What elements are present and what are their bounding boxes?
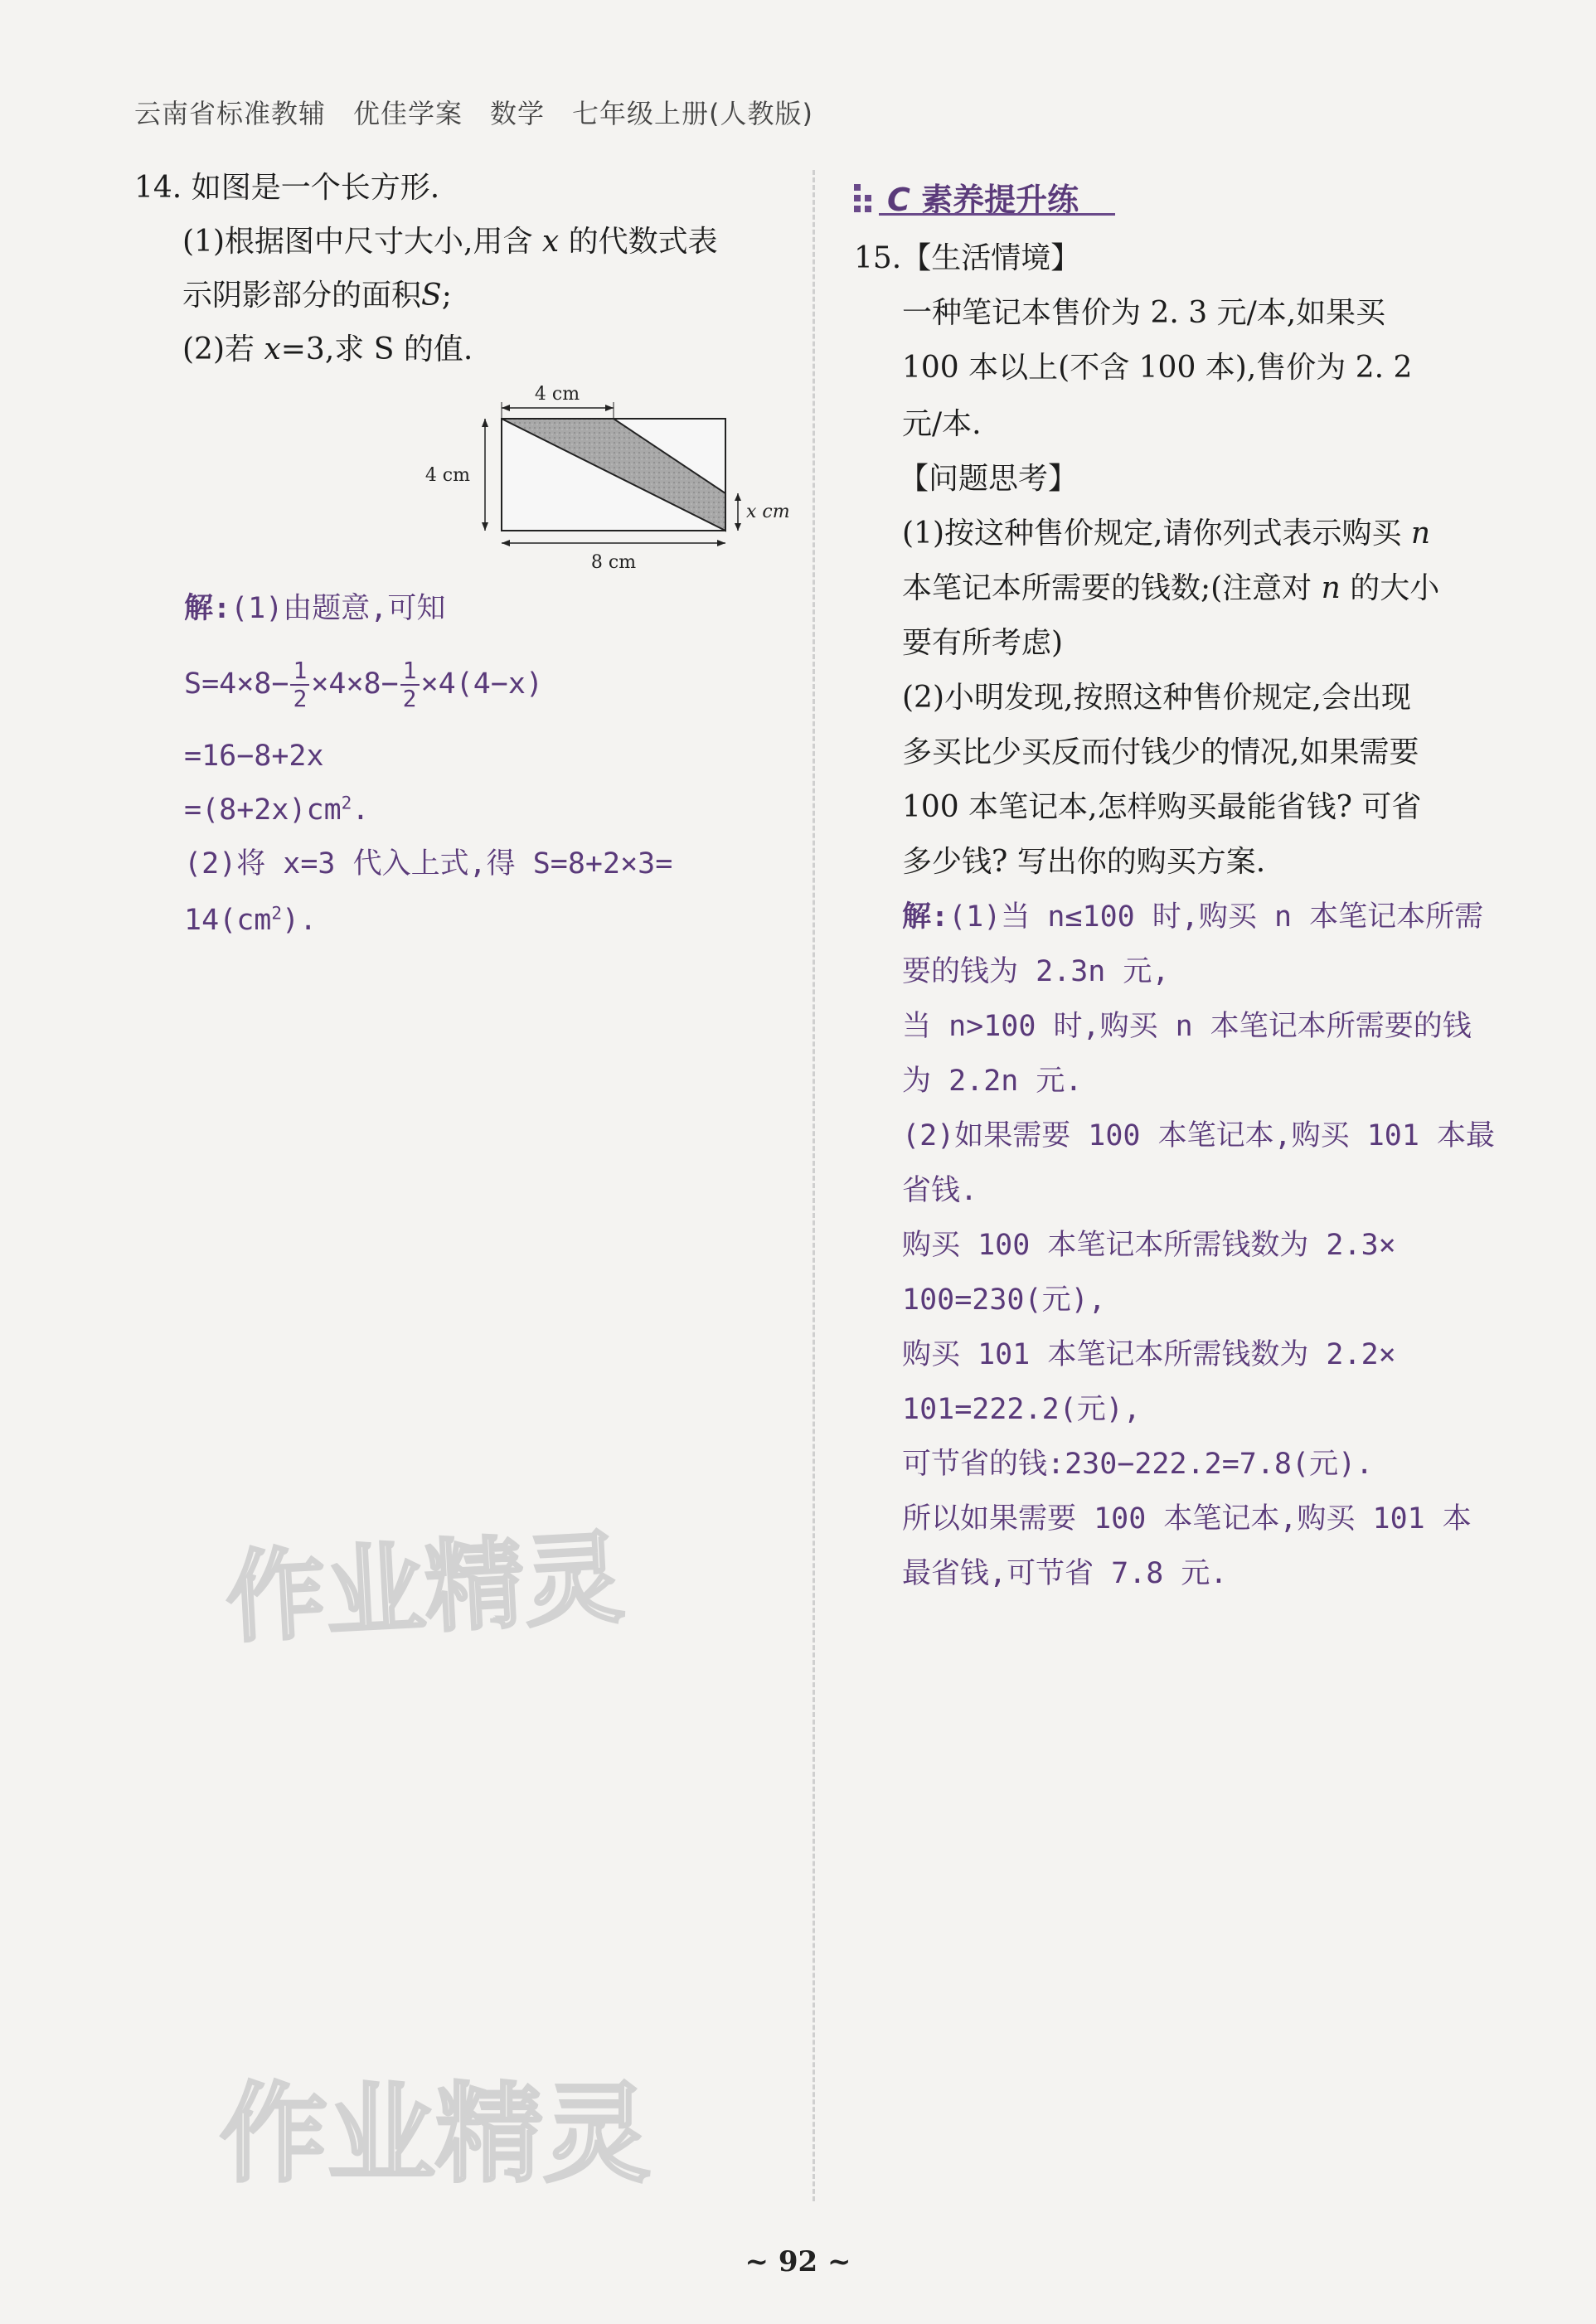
q14-solution-eq2: =16−8+2x [184,740,324,773]
watermark: 作业精灵 [220,2071,652,2197]
rectangle-figure [419,381,800,580]
q15-solution-4: 为 2.2n 元. [902,1065,1083,1098]
q15-line1: 一种笔记本售价为 2. 3 元/本,如果买 [902,296,1386,330]
q15-line8: 多买比少买反而付钱少的情况,如果需要 [902,735,1419,769]
q14-part2: (2)若 x=3,求 S 的值. [182,332,473,366]
fraction-half: $\frac{1}{2}$ [400,659,420,711]
q15-line7: (2)小明发现,按照这种售价规定,会出现 [902,681,1411,715]
section-dots-icon [854,184,879,212]
q15-solution-11: 可节省的钱:230−222.2=7.8(元). [902,1448,1374,1481]
q15-line3: 元/本. [902,407,982,441]
column-divider [813,170,815,2201]
q15-solution-8: 100=230(元), [902,1283,1106,1317]
section-title: 素养提升练 [921,182,1079,218]
q15-solution-2: 要的钱为 2.3n 元, [902,955,1170,988]
q15-solution-3: 当 n>100 时,购买 n 本笔记本所需要的钱 [902,1010,1472,1043]
fraction-half: $\frac{1}{2}$ [290,659,309,711]
q14-part1-line1: (1)根据图中尺寸大小,用含 x 的代数式表 [182,225,718,259]
q15-solution-9: 购买 101 本笔记本所需钱数为 2.2× [902,1338,1396,1371]
q15-solution-10: 101=222.2(元), [902,1393,1141,1426]
q14-solution-eq3: $=(8+2x)cm^2$. [184,793,370,827]
q15-solution-7: 购买 100 本笔记本所需钱数为 2.3× [902,1229,1396,1262]
q14-solution-part2-line2: $14(cm^2)$. [184,903,318,937]
q15-line2: 100 本以上(不含 100 本),售价为 2. 2 [902,351,1413,385]
section-header [854,174,1115,216]
bottom-dimension-label: 8 cm [590,552,637,573]
top-dimension-label: 4 cm [534,384,580,405]
section-letter: C [887,182,910,218]
q15-line9: 100 本笔记本,怎样购买最能省钱? 可省 [902,790,1422,824]
q14-part1-line2: 示阴影部分的面积S; [182,279,452,313]
q15-solution-6: 省钱. [902,1174,978,1207]
q15-solution-12: 所以如果需要 100 本笔记本,购买 101 本 [902,1502,1472,1536]
q15-solution-5: (2)如果需要 100 本笔记本,购买 101 本最 [902,1119,1496,1152]
q15-line4: (1)按这种售价规定,请你列式表示购买 n [902,517,1431,551]
q14-title: 14. 如图是一个长方形. [134,171,440,205]
watermark: 作业精灵 [223,1521,627,1657]
right-dimension-label: x cm [746,502,790,522]
q15-line6: 要有所考虑) [902,626,1064,660]
left-dimension-label: 4 cm [424,465,470,486]
q15-title: 15.【生活情境】 [854,241,1081,275]
q15-think-heading: 【问题思考】 [899,462,1079,496]
q14-solution-part2-line1: (2)将 x=3 代入上式,得 S=8+2×3= [184,847,673,881]
q15-line5: 本笔记本所需要的钱数;(注意对 n 的大小 [902,571,1440,605]
q15-line10: 多少钱? 写出你的购买方案. [902,845,1266,879]
q15-solution-1: 解:(1)当 n≤100 时,购买 n 本笔记本所需 [902,900,1484,934]
page-header: 云南省标准教辅 优佳学案 数学 七年级上册(人教版) [134,98,813,129]
q14-solution-eq1: S=4×8− $\frac{1}{2}$ ×4×8− $\frac{1}{2}$ ×4(4−x) [184,657,544,712]
page-number: ~ 92 ~ [745,2245,851,2278]
q14-solution-intro: 解:(1)由题意,可知 [184,592,446,625]
q15-solution-13: 最省钱,可节省 7.8 元. [902,1557,1228,1590]
